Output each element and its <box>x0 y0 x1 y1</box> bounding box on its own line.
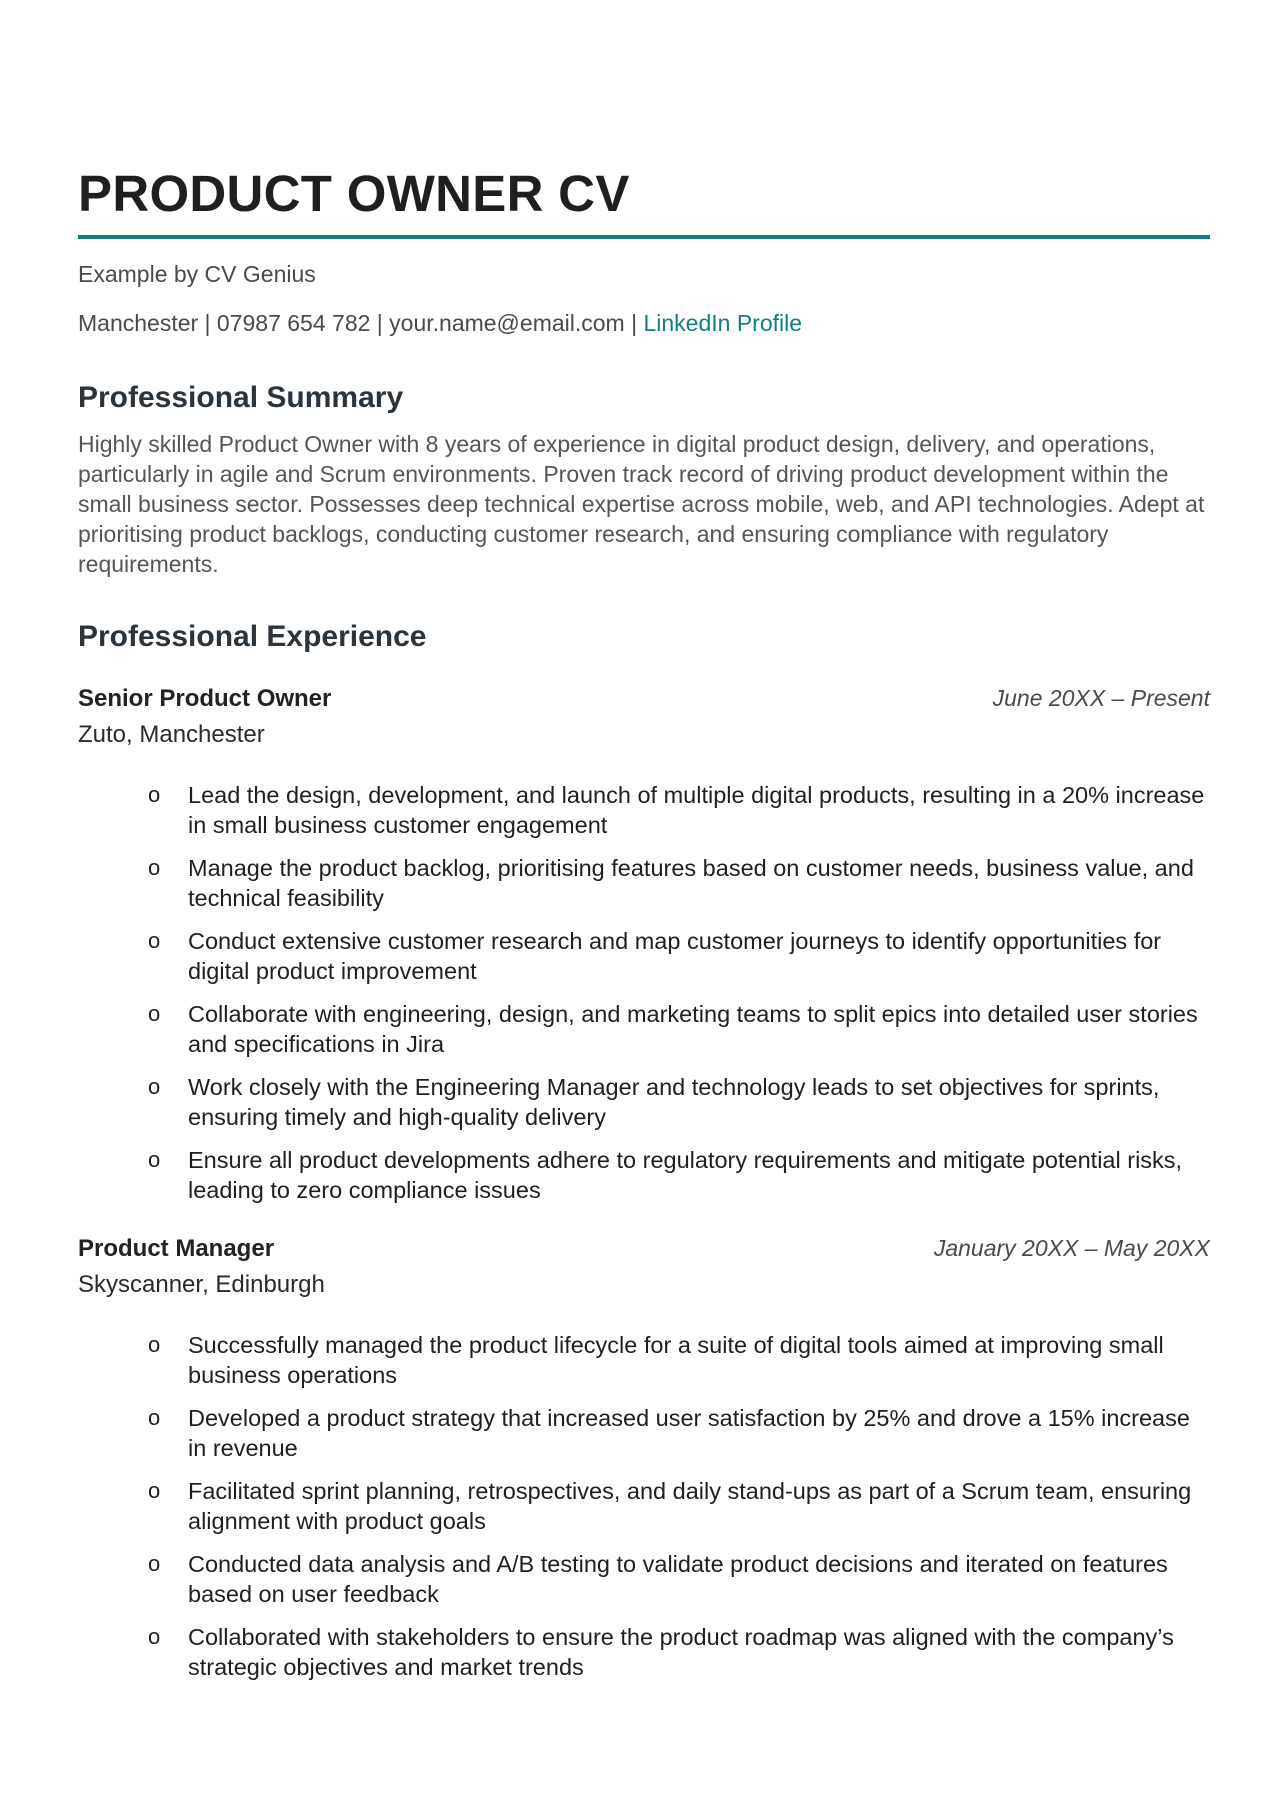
bullet-item <box>78 1549 1210 1609</box>
bullet-item <box>78 780 1210 840</box>
bullet-item <box>78 926 1210 986</box>
contact-details: Manchester | 07987 654 782 | your.name@email.com | <box>78 309 644 336</box>
job-bullets <box>78 780 1210 1205</box>
job-entry <box>78 1235 1210 1682</box>
bullet-text: Manage the product backlog, prioritising features based on customer needs, business value, and technical feasibility <box>188 854 1194 911</box>
bullet-marker: o <box>148 1550 161 1576</box>
job-dates: January 20XX – May 20XX <box>933 1234 1210 1261</box>
title-divider <box>78 235 1210 239</box>
linkedin-link[interactable]: LinkedIn Profile <box>643 309 803 336</box>
bullet-item <box>78 1403 1210 1463</box>
bullet-marker: o <box>148 1404 161 1430</box>
job-entry <box>78 685 1210 1205</box>
bullet-marker: o <box>148 781 161 807</box>
job-dates: June 20XX – Present <box>992 685 1210 712</box>
bullet-marker: o <box>148 1146 161 1172</box>
job-header <box>78 1235 1210 1265</box>
job-company: Zuto, Manchester <box>78 721 265 749</box>
bullet-item <box>78 999 1210 1059</box>
contact-line <box>78 310 1210 338</box>
bullet-text: Conducted data analysis and A/B testing to validate product decisions and iterated on features based on user feedback <box>188 1550 1168 1607</box>
bullet-marker: o <box>148 927 161 953</box>
byline: Example by CV Genius <box>78 261 316 287</box>
summary-heading: Professional Summary <box>78 381 404 415</box>
bullet-text: Successfully managed the product lifecycle for a suite of digital tools aimed at improving small business operations <box>188 1331 1164 1388</box>
job-bullets <box>78 1330 1210 1682</box>
job-title: Product Manager <box>78 1234 275 1262</box>
bullet-item <box>78 1330 1210 1390</box>
job-company: Skyscanner, Edinburgh <box>78 1270 325 1298</box>
bullet-text: Lead the design, development, and launch of multiple digital products, resulting in a 20% increase in small business customer engagement <box>188 781 1205 838</box>
bullet-text: Collaborated with stakeholders to ensure the product roadmap was aligned with the company’s strategic objectives and market trends <box>188 1623 1174 1680</box>
bullet-text: Facilitated sprint planning, retrospectives, and daily stand-ups as part of a Scrum team, ensuring alignment with product goals <box>188 1477 1192 1534</box>
bullet-text: Developed a product strategy that increased user satisfaction by 25% and drove a 15% increase in revenue <box>188 1404 1190 1461</box>
bullet-item <box>78 1476 1210 1536</box>
job-title: Senior Product Owner <box>78 685 332 713</box>
bullet-marker: o <box>148 1331 161 1357</box>
bullet-text: Conduct extensive customer research and map customer journeys to identify opportunities for digital product improvement <box>188 927 1162 984</box>
bullet-item <box>78 1145 1210 1205</box>
cv-page <box>78 165 1210 1695</box>
bullet-item <box>78 1072 1210 1132</box>
experience-heading: Professional Experience <box>78 620 427 654</box>
bullet-marker: o <box>148 1623 161 1649</box>
bullet-marker: o <box>148 1073 161 1099</box>
bullet-item <box>78 853 1210 913</box>
bullet-marker: o <box>148 1000 161 1026</box>
bullet-text: Collaborate with engineering, design, and marketing teams to split epics into detailed user stories and specifications in Jira <box>188 1000 1198 1057</box>
bullet-item <box>78 1622 1210 1682</box>
bullet-text: Work closely with the Engineering Manager and technology leads to set objectives for sprints, ensuring timely and high-quality delivery <box>188 1073 1160 1130</box>
summary-text: Highly skilled Product Owner with 8 years of experience in digital product design, delivery, and operations, particularly in agile and Scrum environments. Proven track record of driving product development within the small business sector. Possesses deep technical expertise across mobile, web, and API technologies. Adept at prioritising product backlogs, conducting customer research, and ensuring compliance with regulatory requirements. <box>78 431 1205 578</box>
job-header <box>78 685 1210 715</box>
bullet-marker: o <box>148 854 161 880</box>
cv-title: PRODUCT OWNER CV <box>78 165 630 222</box>
bullet-marker: o <box>148 1477 161 1503</box>
bullet-text: Ensure all product developments adhere to regulatory requirements and mitigate potential risks, leading to zero compliance issues <box>188 1146 1183 1203</box>
